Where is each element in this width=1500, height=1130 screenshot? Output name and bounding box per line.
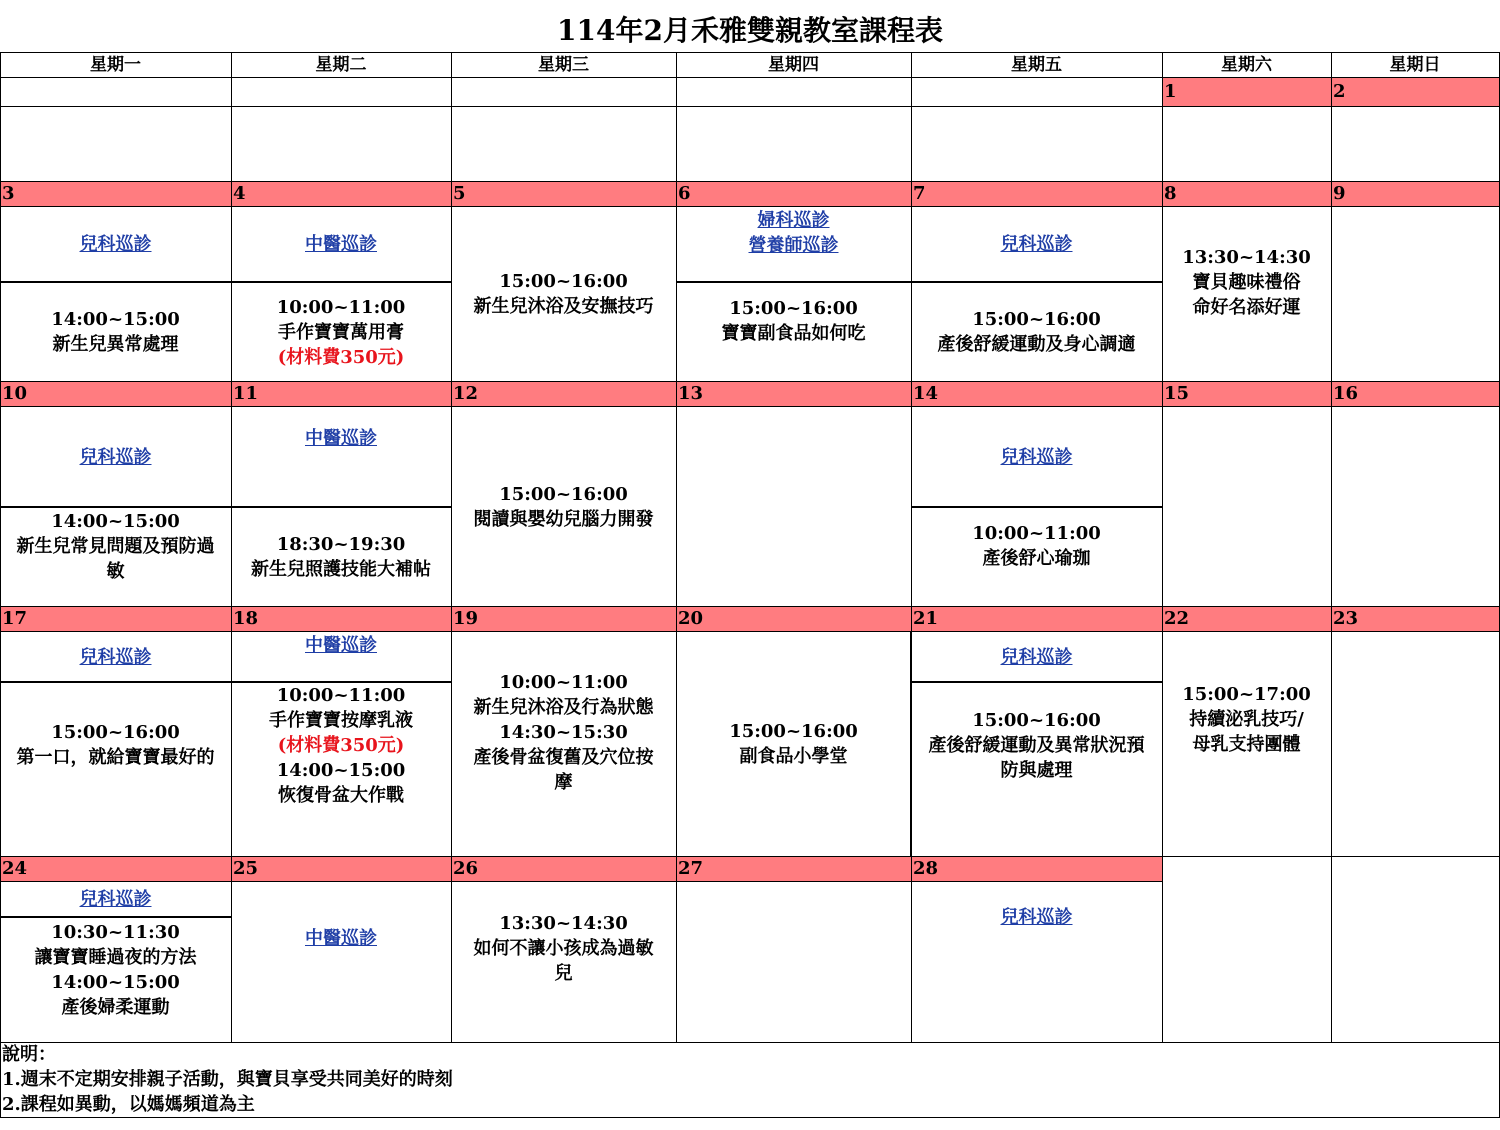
date-label: 27 bbox=[677, 857, 911, 881]
course-title: 產後婦柔運動 bbox=[61, 997, 170, 1018]
course-time: 14:00~15:00 bbox=[51, 511, 180, 532]
course-title: 產後舒心瑜珈 bbox=[982, 547, 1091, 569]
date-label: 5 bbox=[452, 182, 676, 206]
course-time: 18:30~19:30 bbox=[276, 534, 406, 555]
course-title: 兒 bbox=[554, 963, 573, 984]
course-title: 防與處理 bbox=[1000, 759, 1073, 781]
pediatrics-clinic-link[interactable]: 兒科巡診 bbox=[1000, 646, 1073, 668]
course-cell bbox=[911, 683, 1162, 807]
date-label: 19 bbox=[452, 607, 676, 631]
course-time: 14:00~15:00 bbox=[51, 309, 180, 330]
tcm-clinic-link[interactable]: 中醫巡診 bbox=[305, 927, 377, 949]
weekday-header-sat: 星期六 bbox=[1221, 55, 1272, 75]
course-time: 10:00~11:00 bbox=[499, 671, 628, 693]
course-title: 新生兒異常處理 bbox=[52, 334, 179, 355]
course-title: 產後舒緩運動及身心調適 bbox=[937, 334, 1136, 355]
date-label: 18 bbox=[232, 607, 451, 631]
date-label: 25 bbox=[232, 857, 451, 881]
clinic-cell bbox=[231, 631, 451, 681]
course-time: 15:00~16:00 bbox=[499, 271, 628, 292]
date-label: 23 bbox=[1332, 607, 1499, 631]
course-cell bbox=[676, 632, 911, 856]
clinic-cell bbox=[231, 207, 451, 282]
pediatrics-clinic-link[interactable]: 兒科巡診 bbox=[1000, 234, 1073, 255]
course-cell bbox=[231, 508, 451, 606]
course-time: 10:00~11:00 bbox=[972, 522, 1101, 544]
course-cell bbox=[231, 283, 451, 381]
tcm-clinic-link[interactable]: 中醫巡診 bbox=[305, 428, 377, 449]
clinic-cell bbox=[911, 903, 1162, 943]
date-label: 1 bbox=[1163, 78, 1331, 106]
course-cell bbox=[451, 207, 676, 381]
course-title: 閱讀與嬰幼兒腦力開發 bbox=[473, 508, 654, 530]
clinic-cell bbox=[231, 882, 451, 994]
course-cell bbox=[0, 918, 231, 1042]
course-title: 讓寶寶睡過夜的方法 bbox=[34, 947, 197, 968]
course-title: 新生兒常見問題及預防過 bbox=[16, 536, 215, 557]
material-fee: (材料費350元) bbox=[277, 346, 405, 368]
course-title: 摩 bbox=[554, 771, 573, 793]
course-title: 母乳支持團體 bbox=[1192, 733, 1301, 755]
course-time: 14:00~15:00 bbox=[276, 759, 406, 781]
course-cell bbox=[1162, 632, 1331, 806]
course-time: 14:00~15:00 bbox=[51, 972, 180, 993]
course-title: 恢復骨盆大作戰 bbox=[278, 784, 404, 806]
date-label: 22 bbox=[1163, 607, 1331, 631]
date-label: 12 bbox=[452, 382, 676, 406]
course-title: 副食品小學堂 bbox=[739, 746, 848, 767]
course-title: 寶貝趣味禮俗 bbox=[1192, 271, 1301, 293]
course-time: 14:30~15:30 bbox=[499, 721, 628, 743]
course-cell bbox=[0, 683, 231, 807]
date-label: 4 bbox=[232, 182, 451, 206]
course-title: 命好名添好運 bbox=[1192, 296, 1301, 318]
date-label: 17 bbox=[1, 607, 231, 631]
pediatrics-clinic-link[interactable]: 兒科巡診 bbox=[79, 446, 152, 468]
clinic-cell bbox=[911, 407, 1162, 507]
course-time: 15:00~17:00 bbox=[1182, 683, 1311, 705]
course-title: 持續泌乳技巧/ bbox=[1189, 708, 1304, 730]
pediatrics-clinic-link[interactable]: 兒科巡診 bbox=[1000, 907, 1073, 928]
date-label: 11 bbox=[232, 382, 451, 406]
clinic-cell bbox=[0, 632, 231, 682]
course-time: 10:00~11:00 bbox=[276, 296, 406, 318]
date-label: 10 bbox=[1, 382, 231, 406]
clinic-cell bbox=[0, 207, 231, 282]
notes-line: 2.課程如異動，以媽媽頻道為主 bbox=[2, 1094, 255, 1115]
gyn-clinic-link[interactable]: 婦科巡診 bbox=[757, 210, 830, 231]
weekday-header-tue: 星期二 bbox=[315, 55, 367, 75]
course-time: 15:00~16:00 bbox=[729, 721, 858, 742]
notes-heading: 說明： bbox=[2, 1044, 56, 1065]
date-label: 9 bbox=[1332, 182, 1499, 206]
material-fee: (材料費350元) bbox=[277, 734, 405, 756]
date-label: 13 bbox=[677, 382, 911, 406]
clinic-cell bbox=[676, 206, 911, 282]
course-cell bbox=[911, 508, 1162, 583]
date-label: 7 bbox=[912, 182, 1162, 206]
course-title: 產後骨盆復舊及穴位按 bbox=[473, 746, 654, 768]
course-title: 新生兒照護技能大補帖 bbox=[251, 559, 431, 580]
course-title: 敏 bbox=[106, 561, 125, 582]
course-time: 13:30~14:30 bbox=[499, 913, 628, 934]
course-cell bbox=[231, 683, 451, 807]
nutrition-clinic-link[interactable]: 營養師巡診 bbox=[748, 235, 839, 256]
clinic-cell bbox=[0, 882, 231, 917]
date-label: 6 bbox=[677, 182, 911, 206]
date-label: 24 bbox=[1, 857, 231, 881]
course-time: 10:30~11:30 bbox=[51, 922, 180, 943]
date-label: 28 bbox=[912, 857, 1162, 881]
course-title: 第一口，就給寶寶最好的 bbox=[16, 747, 215, 768]
course-time: 15:00~16:00 bbox=[729, 297, 858, 319]
weekday-header-wed: 星期三 bbox=[538, 55, 589, 75]
date-label: 26 bbox=[452, 857, 676, 881]
course-cell bbox=[0, 508, 231, 585]
notes-line: 1.週末不定期安排親子活動，與寶貝享受共同美好的時刻 bbox=[2, 1069, 453, 1090]
date-label: 2 bbox=[1332, 78, 1499, 106]
course-cell bbox=[451, 909, 676, 999]
pediatrics-clinic-link[interactable]: 兒科巡診 bbox=[79, 234, 152, 255]
pediatrics-clinic-link[interactable]: 兒科巡診 bbox=[79, 646, 152, 668]
course-title: 產後舒緩運動及異常狀況預 bbox=[928, 734, 1145, 756]
date-label: 16 bbox=[1332, 382, 1499, 406]
date-label: 14 bbox=[912, 382, 1162, 406]
clinic-cell bbox=[0, 407, 231, 507]
weekday-header-mon: 星期一 bbox=[90, 55, 141, 75]
pediatrics-clinic-link[interactable]: 兒科巡診 bbox=[1000, 446, 1073, 468]
weekday-header-fri: 星期五 bbox=[1011, 55, 1062, 75]
clinic-cell bbox=[911, 207, 1162, 282]
date-label: 3 bbox=[1, 182, 231, 206]
page-title: 114年2月禾雅雙親教室課程表 bbox=[557, 14, 943, 47]
tcm-clinic-link[interactable]: 中醫巡診 bbox=[305, 635, 377, 656]
date-label: 21 bbox=[912, 607, 1162, 631]
course-title: 如何不讓小孩成為過敏 bbox=[473, 938, 654, 959]
course-cell bbox=[1162, 207, 1331, 357]
weekday-header-thu: 星期四 bbox=[768, 55, 819, 75]
clinic-cell bbox=[231, 424, 451, 464]
course-title: 寶寶副食品如何吃 bbox=[721, 322, 866, 344]
course-cell bbox=[451, 407, 676, 606]
course-title: 新生兒沐浴及安撫技巧 bbox=[473, 296, 654, 317]
date-label: 15 bbox=[1163, 382, 1331, 406]
weekday-header-sun: 星期日 bbox=[1389, 55, 1441, 75]
course-time: 15:00~16:00 bbox=[51, 722, 180, 743]
course-cell bbox=[911, 283, 1162, 381]
course-title: 新生兒沐浴及行為狀態 bbox=[473, 696, 654, 718]
tcm-clinic-link[interactable]: 中醫巡診 bbox=[305, 234, 377, 255]
course-cell bbox=[0, 283, 231, 381]
course-time: 15:00~16:00 bbox=[499, 483, 628, 505]
course-time: 15:00~16:00 bbox=[972, 309, 1101, 330]
course-title: 手作寶寶萬用膏 bbox=[278, 321, 404, 343]
course-time: 13:30~14:30 bbox=[1182, 246, 1311, 268]
clinic-cell bbox=[911, 632, 1162, 682]
date-label: 8 bbox=[1163, 182, 1331, 206]
date-label: 20 bbox=[677, 607, 911, 631]
course-title: 手作寶寶按摩乳液 bbox=[269, 709, 413, 731]
pediatrics-clinic-link[interactable]: 兒科巡診 bbox=[79, 889, 152, 910]
course-cell bbox=[451, 669, 676, 795]
course-time: 10:00~11:00 bbox=[276, 684, 406, 706]
course-time: 15:00~16:00 bbox=[972, 709, 1101, 731]
course-cell bbox=[676, 283, 911, 358]
